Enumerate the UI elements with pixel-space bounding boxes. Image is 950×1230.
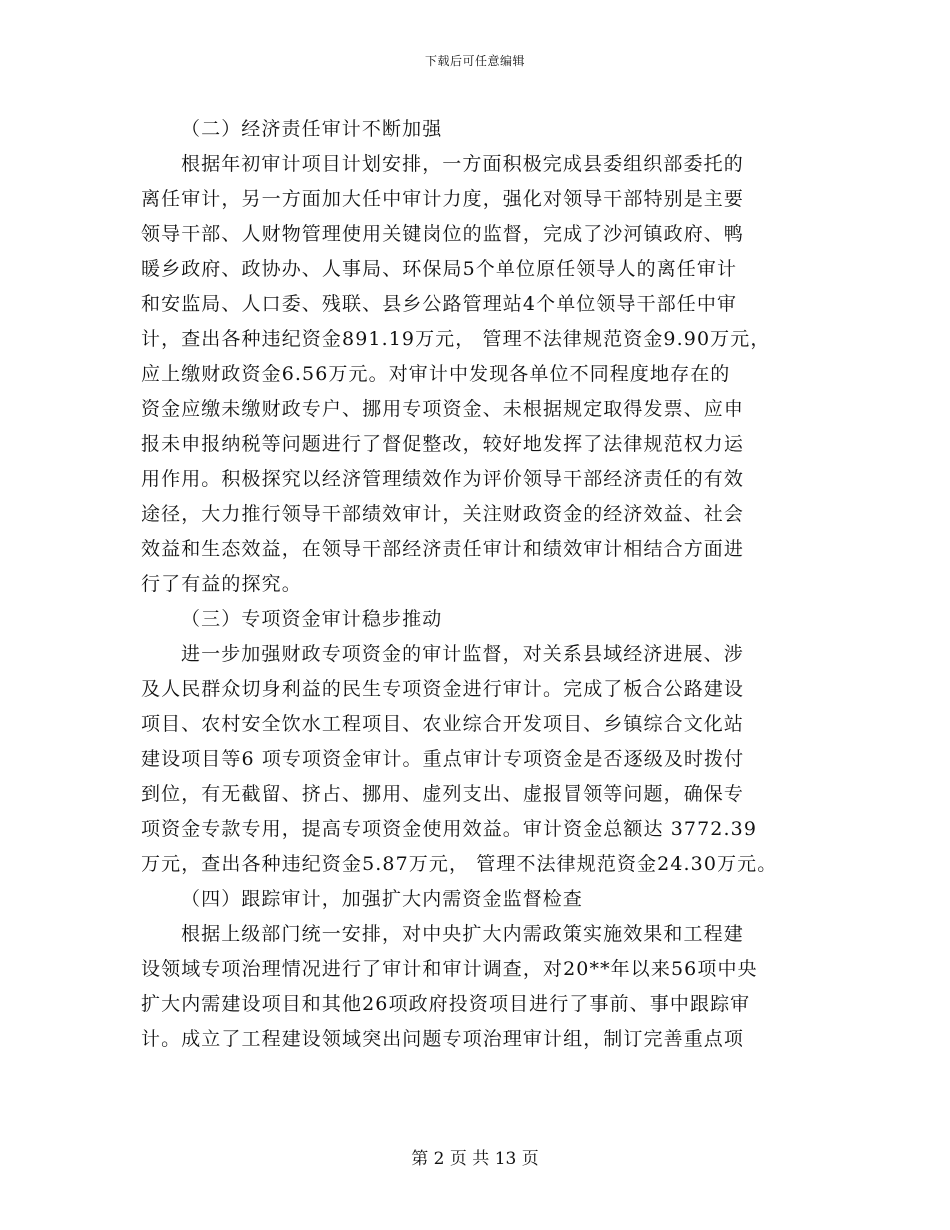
- paragraph-line: 应上缴财政资金6.56万元。对审计中发现各单位不同程度地存在的: [141, 363, 731, 385]
- paragraph-line: 建设项目等6 项专项资金审计。重点审计专项资金是否逐级及时拨付: [141, 748, 745, 770]
- paragraph-line: 领导干部、人财物管理使用关键岗位的监督，完成了沙河镇政府、鸭: [141, 223, 745, 245]
- paragraph-line: 到位，有无截留、挤占、挪用、虚列支出、虚报冒领等问题，确保专: [141, 783, 745, 805]
- paragraph-line: 行了有益的探究。: [141, 573, 302, 595]
- paragraph-line: 根据年初审计项目计划安排，一方面积极完成县委组织部委托的: [181, 153, 744, 175]
- body-text: [141, 112, 821, 1057]
- paragraph-line: 项资金专款专用，提高专项资金使用效益。审计资金总额达 3772.39: [141, 818, 758, 840]
- paragraph-line: 设领域专项治理情况进行了审计和审计调查，对20**年以来56项中央: [141, 958, 758, 980]
- section-heading-4: （四）跟踪审计，加强扩大内需资金监督检查: [181, 888, 584, 910]
- paragraph-line: 用作用。积极探究以经济管理绩效作为评价领导干部经济责任的有效: [141, 468, 745, 490]
- paragraph-line: 万元，查出各种违纪资金5.87万元， 管理不法律规范资金24.30万元。: [141, 853, 778, 875]
- header-note: 下载后可任意编辑: [424, 54, 525, 68]
- paragraph-line: 根据上级部门统一安排，对中央扩大内需政策实施效果和工程建: [181, 923, 744, 945]
- paragraph-line: 离任审计，另一方面加大任中审计力度，强化对领导干部特别是主要: [141, 188, 745, 210]
- paragraph-line: 途径，大力推行领导干部绩效审计，关注财政资金的经济效益、社会: [141, 503, 745, 525]
- paragraph-line: 及人民群众切身利益的民生专项资金进行审计。完成了板合公路建设: [141, 678, 745, 700]
- page-number: 第 2 页 共 13 页: [411, 1149, 539, 1169]
- paragraph-line: 项目、农村安全饮水工程项目、农业综合开发项目、乡镇综合文化站: [141, 713, 745, 735]
- paragraph-line: 扩大内需建设项目和其他26项政府投资项目进行了事前、事中跟踪审: [141, 993, 751, 1015]
- section-heading-2: （二）经济责任审计不断加强: [181, 118, 443, 140]
- paragraph-line: 计。成立了工程建设领域突出问题专项治理审计组，制订完善重点项: [141, 1028, 745, 1050]
- paragraph-line: 资金应缴未缴财政专户、挪用专项资金、未根据规定取得发票、应申: [141, 398, 745, 420]
- paragraph-line: 效益和生态效益，在领导干部经济责任审计和绩效审计相结合方面进: [141, 538, 745, 560]
- paragraph-line: 计，查出各种违纪资金891.19万元， 管理不法律规范资金9.90万元，: [141, 328, 771, 350]
- paragraph-line: 和安监局、人口委、残联、县乡公路管理站4个单位领导干部任中审: [141, 293, 738, 315]
- paragraph-line: 进一步加强财政专项资金的审计监督，对关系县域经济进展、涉: [181, 643, 744, 665]
- paragraph-line: 暖乡政府、政协办、人事局、环保局5个单位原任领导人的离任审计: [141, 258, 738, 280]
- section-heading-3: （三）专项资金审计稳步推动: [181, 608, 443, 630]
- paragraph-line: 报未申报纳税等问题进行了督促整改，较好地发挥了法律规范权力运: [141, 433, 745, 455]
